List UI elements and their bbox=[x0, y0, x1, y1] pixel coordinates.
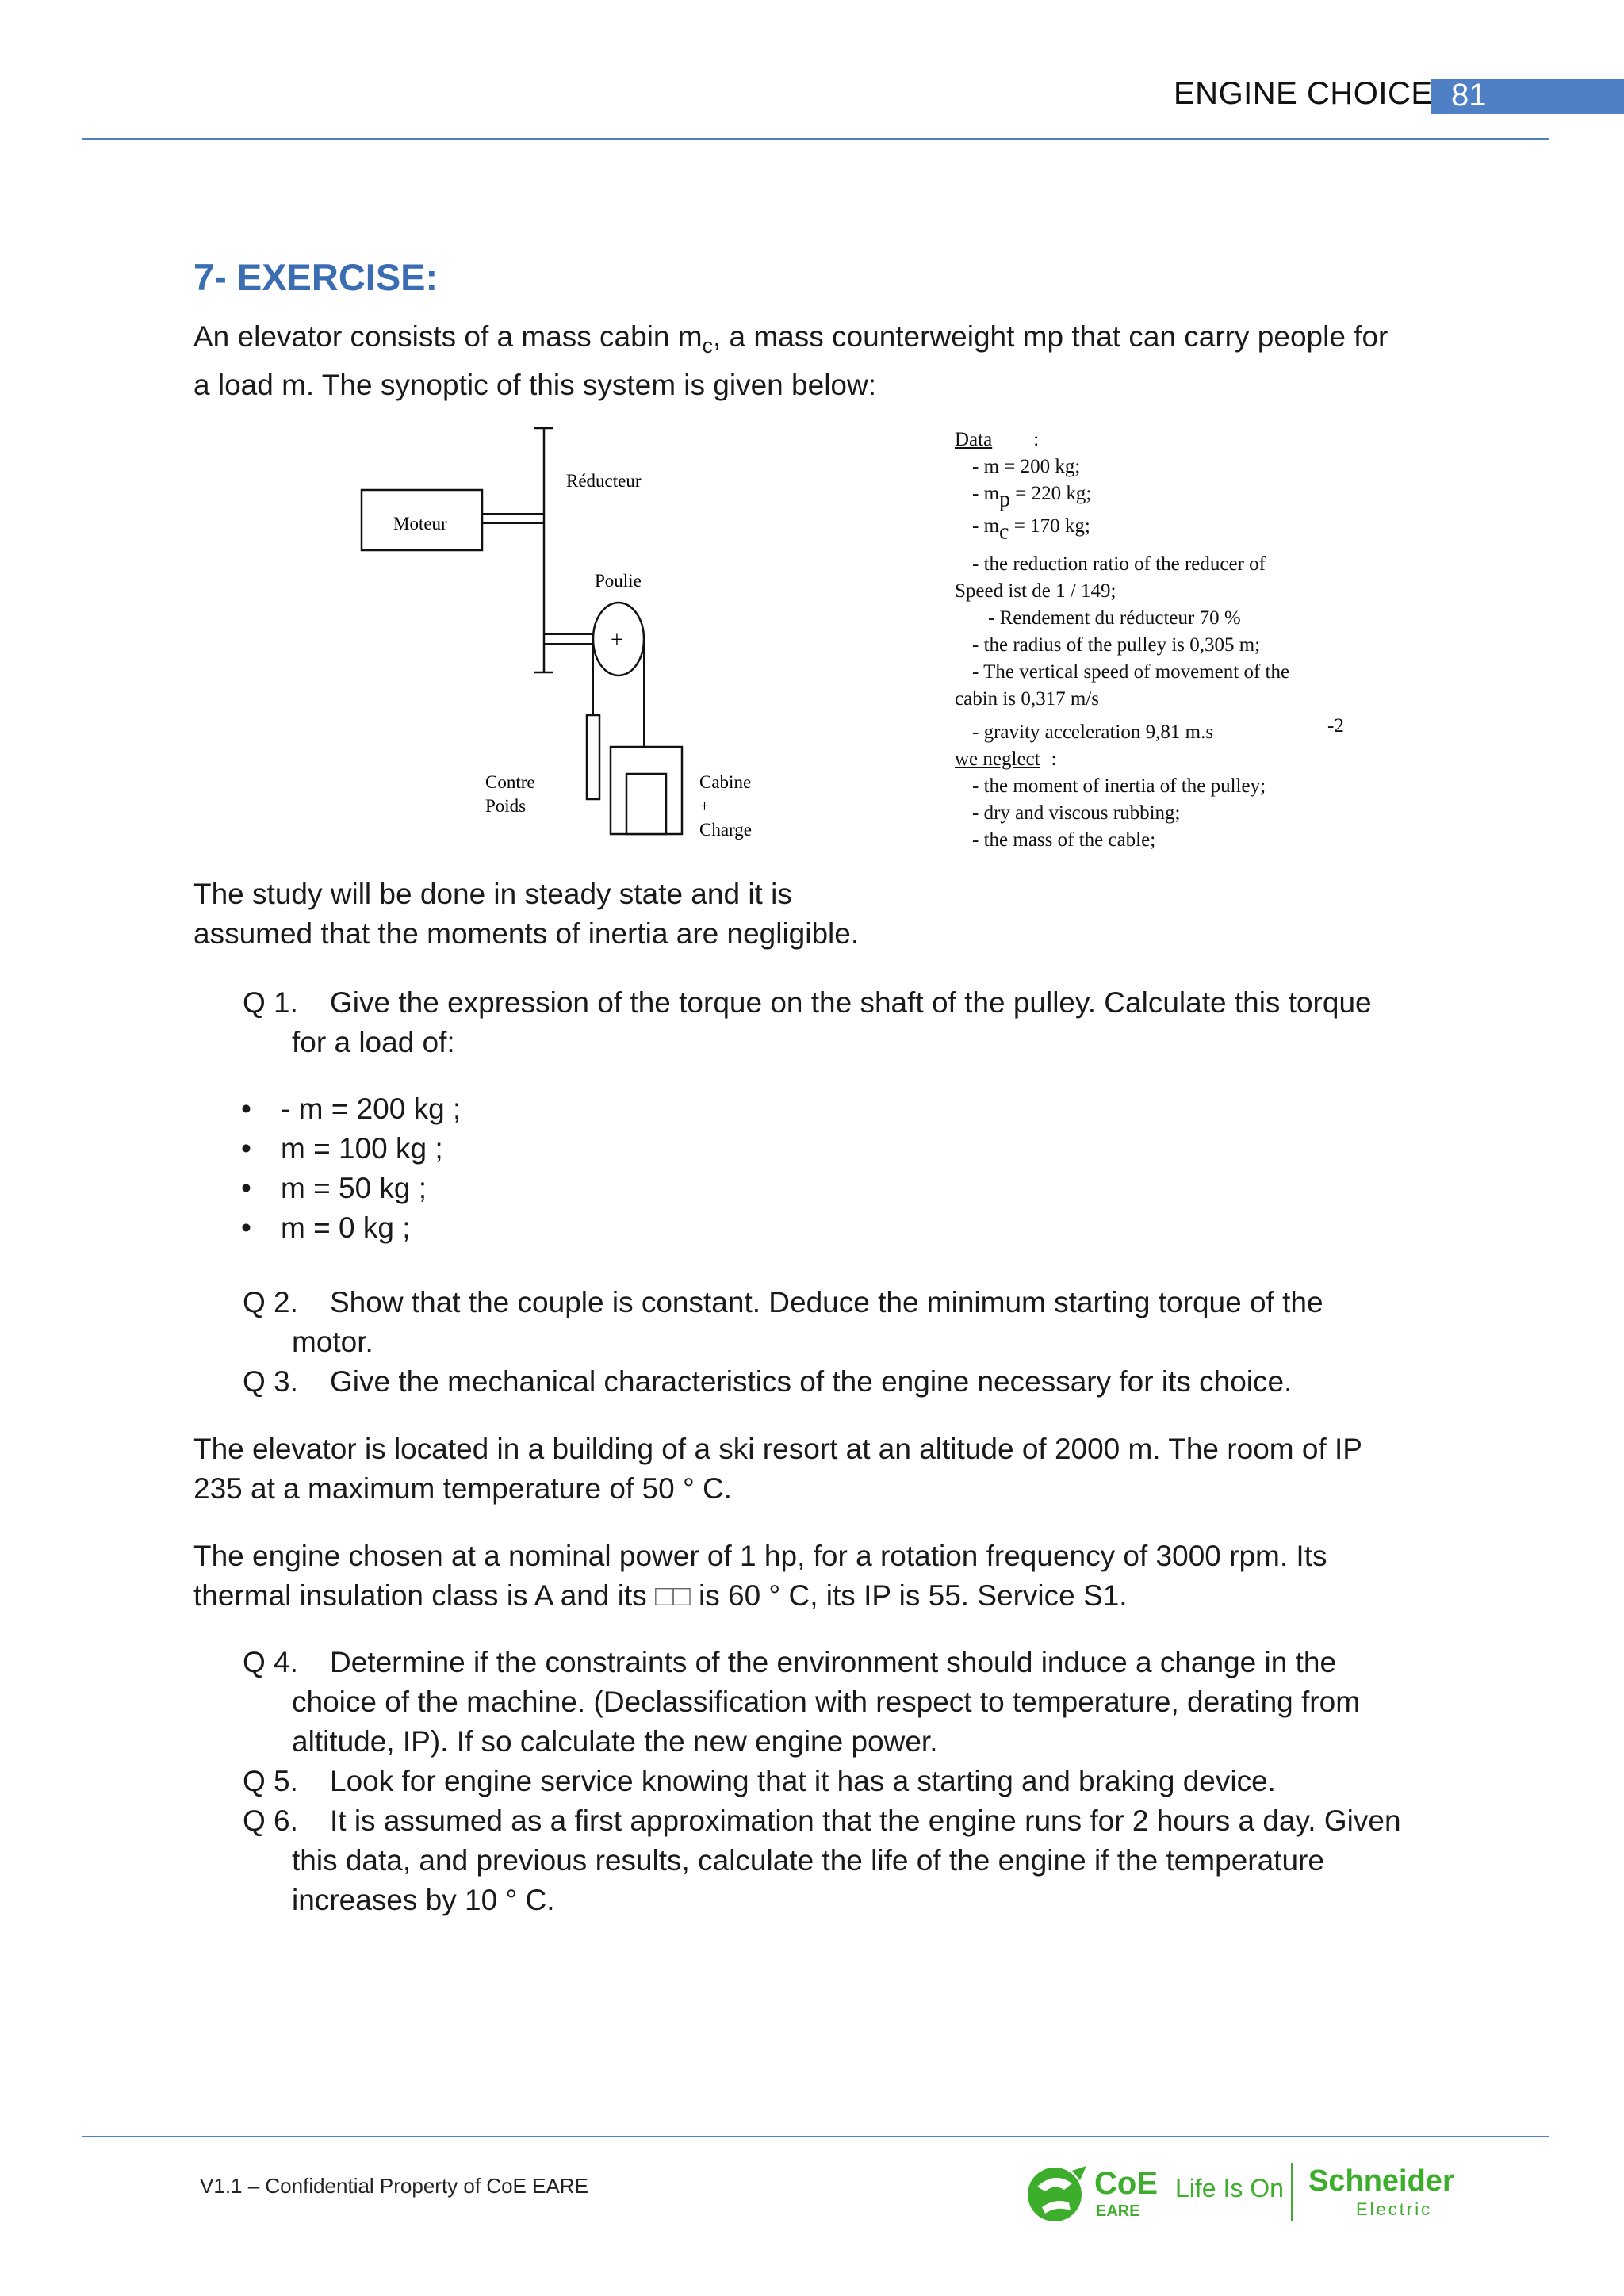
neglect-1: - the moment of inertia of the pulley; bbox=[972, 775, 1266, 797]
data-m: - m = 200 kg; bbox=[972, 456, 1081, 477]
data-title: Data bbox=[955, 429, 993, 450]
footer-text: V1.1 – Confidential Property of CoE EARE bbox=[200, 2174, 588, 2198]
elevator-synoptic-diagram bbox=[349, 420, 793, 848]
cabine-label: Cabine bbox=[699, 772, 752, 792]
data-mc: - mc = 170 kg; bbox=[972, 515, 1090, 545]
moteur-label: Moteur bbox=[393, 514, 447, 534]
poids-label: Poids bbox=[485, 796, 527, 816]
cabine-plus-label: + bbox=[699, 796, 710, 816]
electric-logo-text: Electric bbox=[1356, 2199, 1433, 2219]
footer-rule bbox=[82, 2136, 1549, 2137]
list-item: • m = 100 kg ; bbox=[241, 1132, 443, 1165]
data-ratio-2: Speed ist de 1 / 149; bbox=[955, 580, 1116, 602]
question-2: Q 2. Show that the couple is constant. Deduce the minimum starting torque of the motor. bbox=[243, 1286, 1323, 1358]
counterweight-block bbox=[587, 715, 599, 799]
poulie-label: Poulie bbox=[595, 571, 642, 591]
data-rendement: - Rendement du réducteur 70 % bbox=[988, 607, 1241, 629]
reducteur-label: Réducteur bbox=[566, 471, 642, 491]
logo-divider bbox=[1291, 2163, 1293, 2221]
question-4: Q 4. Determine if the constraints of the environment should induce a change in the choice of the machine. (Declassification with respect to temperature, derating from altitude, IP). If so calculate the new engine power. bbox=[243, 1646, 1361, 1758]
neglect-2: - dry and viscous rubbing; bbox=[972, 802, 1181, 824]
load-list bbox=[241, 1089, 461, 1248]
question-5: Q 5. Look for engine service knowing that it has a starting and braking device. bbox=[243, 1765, 1276, 1797]
header-title: ENGINE CHOICE bbox=[1174, 76, 1433, 111]
footer-logos bbox=[1023, 2158, 1467, 2229]
data-gravity: - gravity acceleration 9,81 m.s -2 bbox=[972, 714, 1344, 743]
engine-paragraph: The engine chosen at a nominal power of 1 hp, for a rotation frequency of 3000 rpm. Its thermal insulation class is A and its □□ is 60 ° C, its IP is 55. Service S1. bbox=[193, 1540, 1327, 1612]
schneider-logo-text: Schneider bbox=[1308, 2164, 1454, 2198]
eare-logo-text: EARE bbox=[1096, 2202, 1140, 2220]
neglect-title: we neglect : bbox=[955, 748, 1057, 770]
intro-paragraph: An elevator consists of a mass cabin $m_c$, a mass counterweight mp that can carry people for a load m. The synoptic of this system is given below: bbox=[193, 320, 1388, 401]
study-paragraph: The study will be done in steady state and it is assumed that the moments of inertia are negligible. bbox=[193, 878, 860, 950]
section-heading: 7- EXERCISE: bbox=[193, 256, 439, 298]
question-6: Q 6. It is assumed as a first approximation that the engine runs for 2 hours a day. Given this data, and previous results, calculate the life of the engine if the temperature increases by 10 ° C. bbox=[243, 1804, 1401, 1916]
data-speed-2: cabin is 0,317 m/s bbox=[955, 687, 1099, 710]
life-is-on-text: Life Is On bbox=[1175, 2174, 1284, 2202]
header-rule bbox=[82, 138, 1549, 140]
environment-paragraph: The elevator is located in a building of a ski resort at an altitude of 2000 m. The room of IP 235 at a maximum temperature of 50 ° C. bbox=[193, 1433, 1362, 1505]
data-mp: - mp = 220 kg; bbox=[972, 483, 1092, 512]
contre-label: Contre bbox=[485, 772, 535, 792]
charge-label: Charge bbox=[699, 820, 753, 840]
data-list: Data : - m = 200 kg; - mp = 220 kg; - mc = 170 kg; - the reduction ratio of the reducer of Speed ist de 1 / 149; - Rendement du réducteur 70 % - the radius of the pulley is 0,305 m; - The vertical speed of movement of the cabin is 0,317 m/s - gravity acceleration 9,81 m.s -2 we neglect : - the moment of inertia of the pulley; - dry and viscous rubbing; - the mass of the cable; bbox=[955, 427, 1367, 854]
coe-logo-icon bbox=[1023, 2163, 1091, 2226]
data-speed-1: - The vertical speed of movement of the bbox=[972, 660, 1290, 683]
neglect-3: - the mass of the cable; bbox=[972, 828, 1156, 851]
list-item: • m = 0 kg ; bbox=[241, 1211, 411, 1244]
page-number: 81 bbox=[1451, 78, 1487, 113]
list-item: • - m = 200 kg ; bbox=[241, 1093, 462, 1125]
data-ratio-1: - the reduction ratio of the reducer of bbox=[972, 553, 1266, 575]
list-item: • m = 50 kg ; bbox=[241, 1172, 427, 1204]
cabin-door bbox=[626, 774, 666, 834]
question-3: Q 3. Give the mechanical characteristics of the engine necessary for its choice. bbox=[243, 1365, 1293, 1398]
pulley-plus-label: + bbox=[611, 628, 623, 652]
data-radius: - the radius of the pulley is 0,305 m; bbox=[972, 633, 1261, 656]
coe-logo-text: CoE bbox=[1094, 2166, 1158, 2201]
question-1: Q 1. Give the expression of the torque on the shaft of the pulley. Calculate this torque for a load of: bbox=[243, 986, 1372, 1058]
